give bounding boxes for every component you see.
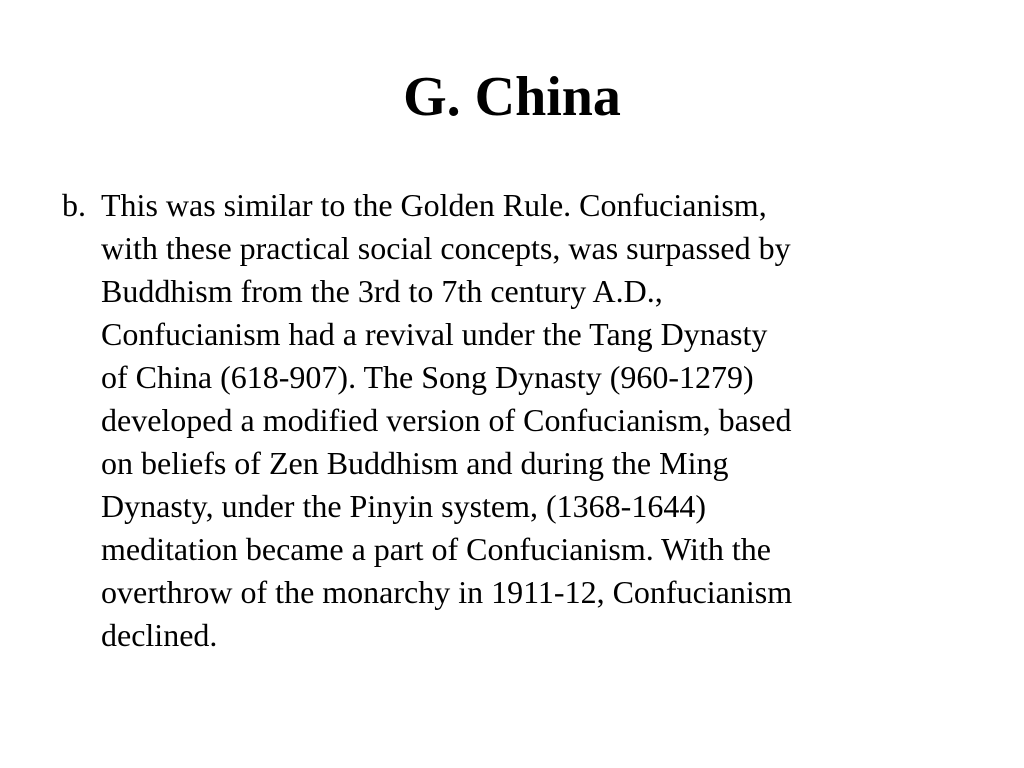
bullet-line: This was similar to the Golden Rule. Confucianism, [101,187,767,223]
bullet-marker: b. [62,187,86,223]
bullet-line: declined. [101,617,218,653]
bullet-line: overthrow of the monarchy in 1911-12, Confucianism [101,574,793,610]
bullet-line: Buddhism from the 3rd to 7th century A.D., [101,273,663,309]
bullet-line: Dynasty, under the Pinyin system, (1368-1644) [101,488,706,524]
bullet-line: meditation became a part of Confucianism. With the [101,531,771,567]
bullet-line: Confucianism had a revival under the Tang Dynasty [101,316,768,352]
bullet-line: on beliefs of Zen Buddhism and during the Ming [101,445,729,481]
bullet-line: with these practical social concepts, was surpassed by [101,230,791,266]
bullet-line: developed a modified version of Confucianism, based [101,402,792,438]
slide-title: G. China [403,66,621,128]
slide-body [62,184,972,657]
bullet-line: of China (618-907). The Song Dynasty (960-1279) [101,359,754,395]
bullet-item [62,184,972,657]
